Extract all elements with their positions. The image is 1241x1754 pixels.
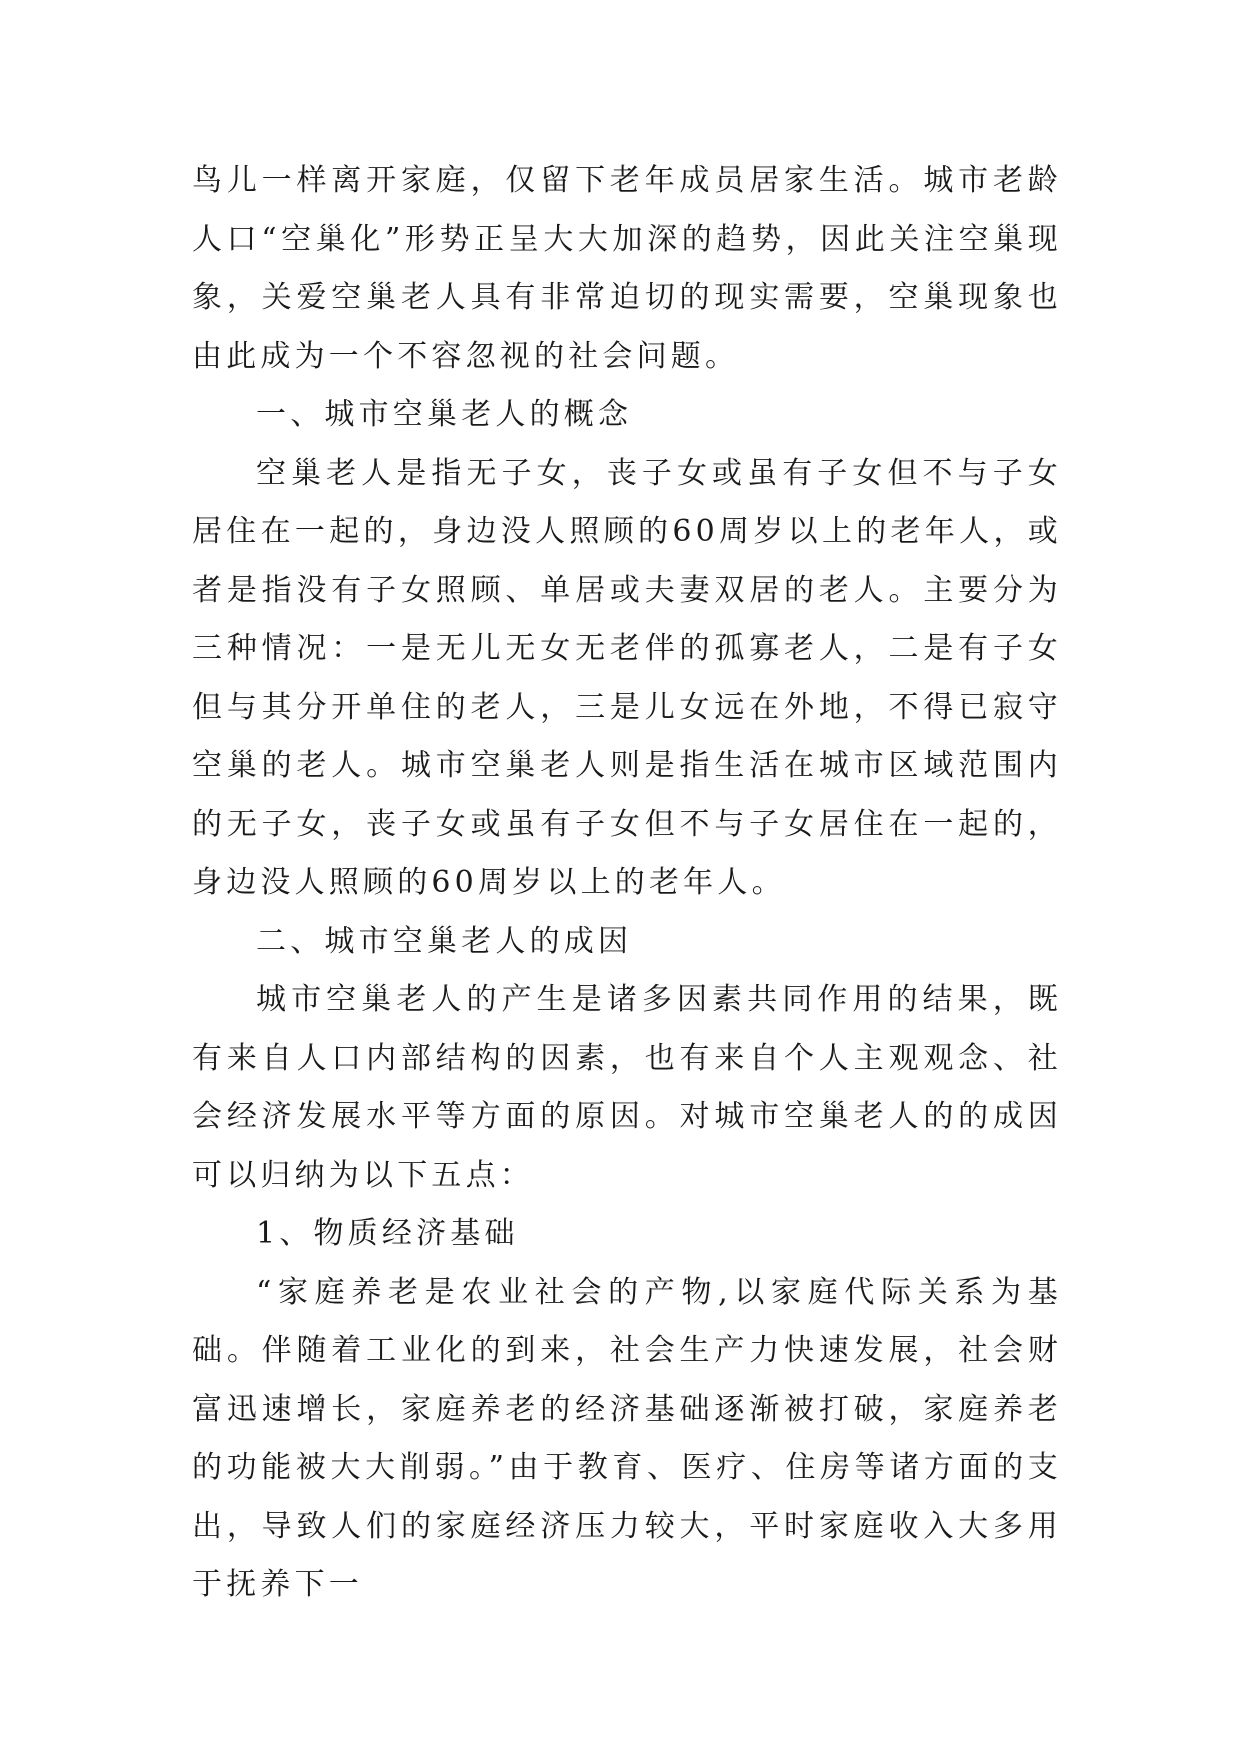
section-heading-concept: 一、城市空巢老人的概念 (256, 397, 633, 432)
subsection-heading-economic: 1、物质经济基础 (256, 1216, 519, 1251)
paragraph-intro-continued: 鸟儿一样离开家庭，仅留下老年成员居家生活。城市老龄人口“空巢化”形势正呈大大加深的趋势，因此关注空巢现象，关爱空巢老人具有非常迫切的现实需要，空巢现象也由此成为一个不容忽视的社会问题。 (192, 163, 1062, 374)
paragraph-concept: 空巢老人是指无子女，丧子女或虽有子女但不与子女居住在一起的，身边没人照顾的60周岁以上的老年人，或者是指没有子女照顾、单居或夫妻双居的老人。主要分为三种情况：一是无儿无女无老伴的孤寡老人，二是有子女但与其分开单住的老人，三是儿女远在外地，不得已寂守空巢的老人。城市空巢老人则是指生活在城市区域范围内的无子女，丧子女或虽有子女但不与子女居住在一起的，身边没人照顾的60周岁以上的老年人。 (192, 455, 1062, 900)
paragraph-causes-intro: 城市空巢老人的产生是诸多因素共同作用的结果，既有来自人口内部结构的因素，也有来自个人主观观念、社会经济发展水平等方面的原因。对城市空巢老人的的成因可以归纳为以下五点： (192, 982, 1062, 1193)
paragraph-economic: “家庭养老是农业社会的产物,以家庭代际关系为基础。伴随着工业化的到来，社会生产力快速发展，社会财富迅速增长，家庭养老的经济基础逐渐被打破，家庭养老的功能被大大削弱。”由于教育、医疗、住房等诸方面的支出，导致人们的家庭经济压力较大，平时家庭收入大多用于抚养下一 (192, 1274, 1062, 1602)
document-page (192, 152, 1062, 1615)
section-heading-causes: 二、城市空巢老人的成因 (256, 923, 633, 959)
